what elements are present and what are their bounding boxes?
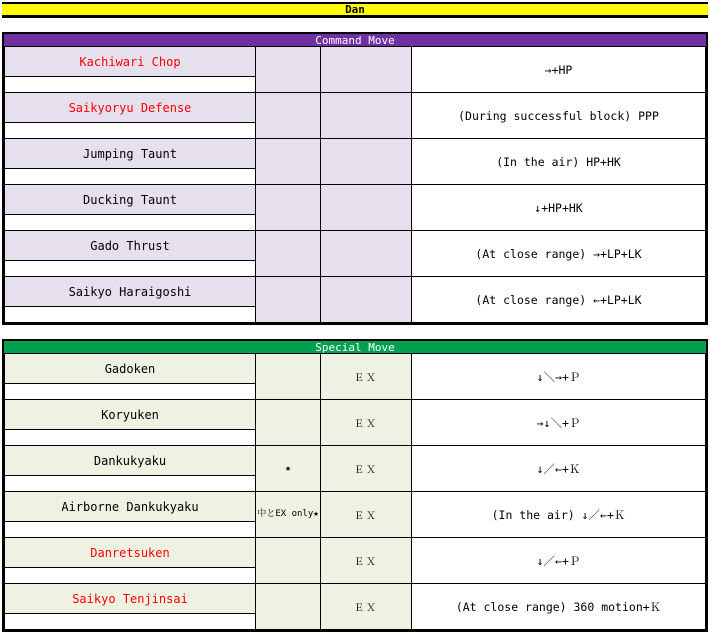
special-move-table — [4, 353, 706, 630]
move-input: (At close range) ←+LP+LK — [412, 277, 706, 323]
move-name-subrow — [5, 430, 255, 445]
move-name-subrow — [5, 215, 255, 230]
move-name-cell — [5, 139, 256, 185]
ex-label: ＥＸ — [321, 446, 412, 492]
move-row — [5, 538, 706, 584]
move-row — [5, 185, 706, 231]
move-row — [5, 47, 706, 93]
ex-label: ＥＸ — [321, 492, 412, 538]
move-note: ★ — [256, 446, 321, 492]
move-note — [256, 185, 321, 231]
move-row — [5, 492, 706, 538]
move-extra — [321, 231, 412, 277]
move-name-subrow — [5, 476, 255, 491]
move-input: ↓／←+Ｋ — [412, 446, 706, 492]
move-name: Gadoken — [5, 354, 255, 384]
move-input: ↓＼→+Ｐ — [412, 354, 706, 400]
move-note — [256, 231, 321, 277]
move-row — [5, 139, 706, 185]
move-note — [256, 93, 321, 139]
move-input: →+HP — [412, 47, 706, 93]
move-row — [5, 400, 706, 446]
move-name: Koryuken — [5, 400, 255, 430]
move-name: Kachiwari Chop — [5, 47, 255, 77]
move-name-cell — [5, 538, 256, 584]
move-input: (At close range) 360 motion+Ｋ — [412, 584, 706, 630]
character-title: Dan — [2, 2, 708, 18]
command-move-header: Command Move — [4, 32, 706, 46]
move-name: Airborne Dankukyaku — [5, 492, 255, 522]
move-note: 中とEX only★ — [256, 492, 321, 538]
move-name-cell — [5, 277, 256, 323]
move-name-subrow — [5, 123, 255, 138]
move-note — [256, 538, 321, 584]
move-input: (In the air) HP+HK — [412, 139, 706, 185]
move-name-subrow — [5, 384, 255, 399]
ex-label: ＥＸ — [321, 400, 412, 446]
move-extra — [321, 139, 412, 185]
move-input: (At close range) →+LP+LK — [412, 231, 706, 277]
move-note — [256, 354, 321, 400]
move-name-cell — [5, 231, 256, 277]
move-note — [256, 277, 321, 323]
move-name: Jumping Taunt — [5, 139, 255, 169]
move-row — [5, 277, 706, 323]
move-input: (In the air) ↓／←+Ｋ — [412, 492, 706, 538]
move-name-cell — [5, 400, 256, 446]
move-name-subrow — [5, 614, 255, 629]
move-name: Saikyoryu Defense — [5, 93, 255, 123]
move-name-subrow — [5, 77, 255, 92]
move-name: Ducking Taunt — [5, 185, 255, 215]
move-extra — [321, 93, 412, 139]
move-name-subrow — [5, 261, 255, 276]
move-name-cell — [5, 492, 256, 538]
move-row — [5, 231, 706, 277]
move-name-subrow — [5, 568, 255, 583]
move-row — [5, 93, 706, 139]
command-move-section — [2, 32, 708, 325]
move-name: Gado Thrust — [5, 231, 255, 261]
move-name-cell — [5, 93, 256, 139]
special-move-section — [2, 339, 708, 632]
move-name: Danretsuken — [5, 538, 255, 568]
move-extra — [321, 185, 412, 231]
move-row — [5, 446, 706, 492]
move-name-cell — [5, 354, 256, 400]
ex-label: ＥＸ — [321, 354, 412, 400]
move-input: (During successful block) PPP — [412, 93, 706, 139]
move-extra — [321, 47, 412, 93]
move-name-cell — [5, 584, 256, 630]
move-name-cell — [5, 185, 256, 231]
move-input: ↓+HP+HK — [412, 185, 706, 231]
move-name: Saikyo Tenjinsai — [5, 584, 255, 614]
move-input: ↓／←+Ｐ — [412, 538, 706, 584]
move-note — [256, 47, 321, 93]
move-name-subrow — [5, 307, 255, 322]
move-note — [256, 584, 321, 630]
move-name-cell — [5, 47, 256, 93]
command-move-table — [4, 46, 706, 323]
special-move-header: Special Move — [4, 339, 706, 353]
ex-label: ＥＸ — [321, 584, 412, 630]
move-row — [5, 584, 706, 630]
move-name: Saikyo Haraigoshi — [5, 277, 255, 307]
move-name: Dankukyaku — [5, 446, 255, 476]
ex-label: ＥＸ — [321, 538, 412, 584]
move-name-subrow — [5, 169, 255, 184]
move-name-cell — [5, 446, 256, 492]
move-note — [256, 139, 321, 185]
move-extra — [321, 277, 412, 323]
move-name-subrow — [5, 522, 255, 537]
move-input: →↓＼+Ｐ — [412, 400, 706, 446]
move-note — [256, 400, 321, 446]
move-row — [5, 354, 706, 400]
